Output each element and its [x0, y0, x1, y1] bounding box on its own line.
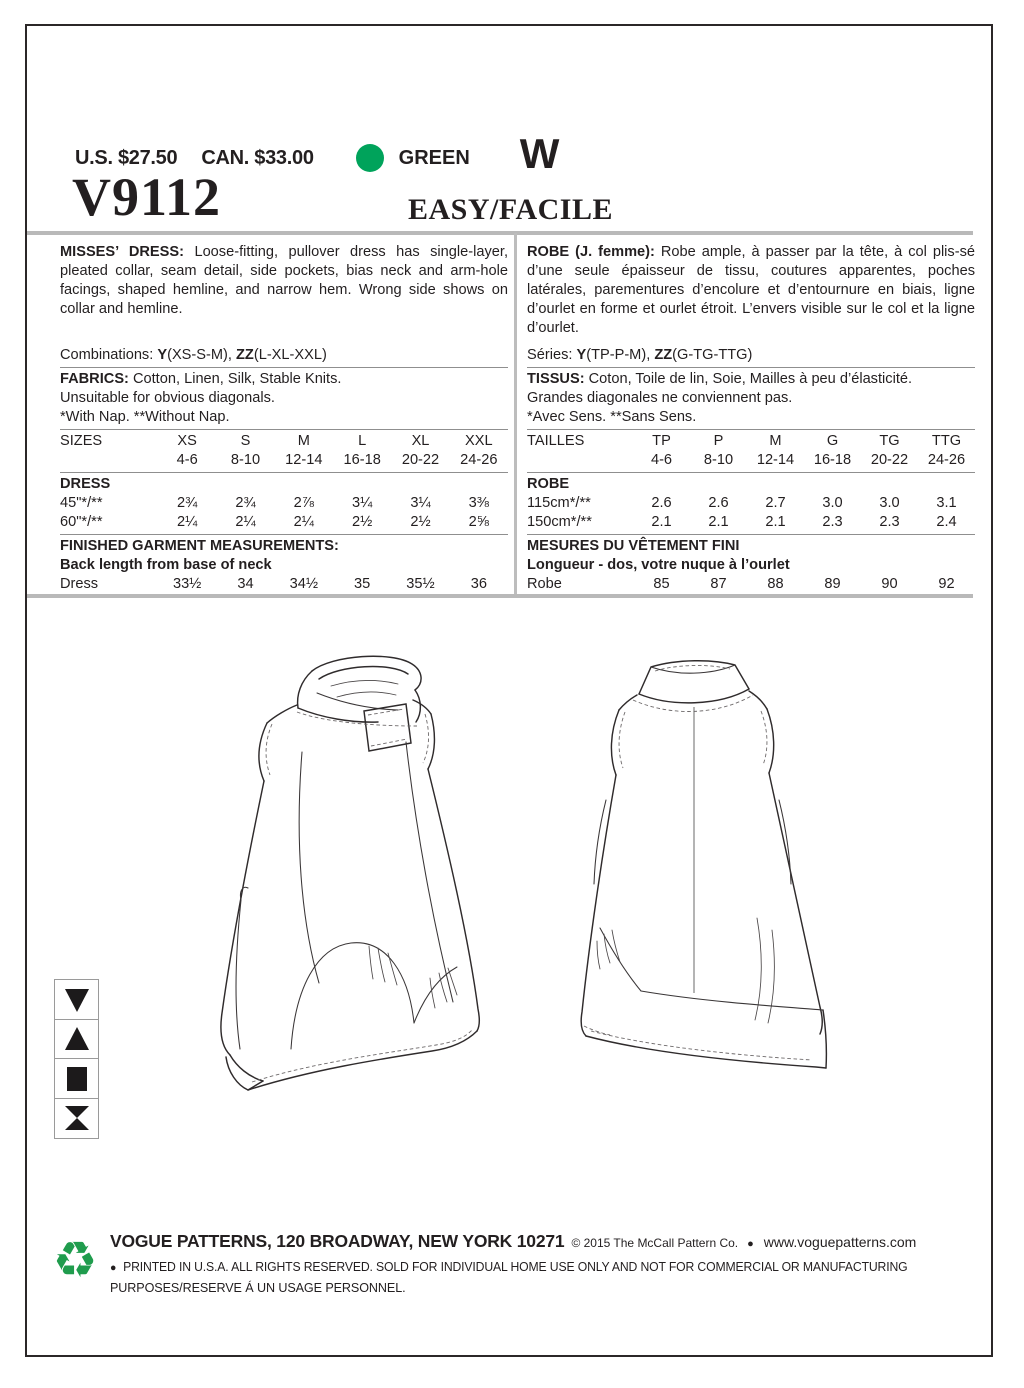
metrage-row-115 [527, 494, 975, 513]
english-description-title: MISSES’ DRESS: [60, 244, 184, 260]
english-finished-sub: Back length from base of neck [60, 557, 272, 573]
table-cell: 2¼ [177, 514, 198, 530]
copyright-text: © 2015 The McCall Pattern Co. [571, 1236, 739, 1250]
table-cell: XS [177, 433, 197, 449]
table-cell: 3¼ [410, 495, 431, 511]
divider-line [527, 429, 975, 430]
french-finished-title: MESURES DU VÊTEMENT FINI [527, 538, 740, 554]
english-garment-section: DRESS [60, 476, 111, 492]
triangle-up-icon [63, 1025, 91, 1053]
divider-line [60, 472, 508, 473]
combo-y: Y [157, 347, 168, 363]
metrage-row-150 [527, 513, 975, 532]
header-divider-rule [27, 231, 973, 235]
hourglass-icon [63, 1104, 91, 1132]
table-cell: 12-14 [285, 452, 323, 468]
english-fabrics-note1: Unsuitable for obvious diagonals. [60, 390, 275, 406]
price-us: U.S. $27.50 [75, 146, 178, 169]
english-fabrics-note2: *With Nap. **Without Nap. [60, 409, 230, 425]
table-cell: 16-18 [813, 452, 852, 468]
english-description [60, 243, 508, 346]
french-combinations [527, 346, 975, 365]
combo-y-sizes: (XS-S-M), [167, 347, 236, 363]
footer-text [110, 1231, 932, 1295]
tailles-header-row [527, 432, 975, 451]
combo-y-sizes: (TP-P-M), [586, 347, 655, 363]
table-cell: 2¾ [177, 495, 198, 511]
combo-zz-sizes: (L-XL-XXL) [253, 347, 327, 363]
french-column [527, 243, 975, 594]
table-cell: 2.6 [651, 495, 672, 511]
table-cell: 20-22 [870, 452, 909, 468]
table-cell: 4-6 [650, 452, 673, 468]
finished-measure-label: Dress [60, 576, 99, 592]
yardage-row-45 [60, 494, 508, 513]
sizes-number-row [60, 451, 508, 470]
combo-zz: ZZ [236, 347, 254, 363]
divider-line [60, 367, 508, 368]
table-cell: S [240, 433, 251, 449]
english-combinations [60, 346, 508, 365]
table-cell: 2.1 [651, 514, 672, 530]
divider-line [527, 367, 975, 368]
table-cell: 2.3 [879, 514, 900, 530]
series-label: Séries: [527, 347, 577, 363]
tailles-header-label: TAILLES [527, 433, 585, 449]
figure-type-letter: W [519, 130, 560, 177]
table-cell: 35 [354, 576, 371, 592]
table-cell: 16-18 [343, 452, 381, 468]
price-can: CAN. $33.00 [201, 146, 314, 169]
table-cell: 2.1 [765, 514, 786, 530]
table-cell: 2.1 [708, 514, 729, 530]
table-cell: TTG [931, 433, 962, 449]
combo-y: Y [576, 347, 587, 363]
french-fabrics [527, 370, 975, 389]
table-cell: 2½ [352, 514, 373, 530]
triangle-down-icon [63, 986, 91, 1014]
cut-symbol-triangle-up [54, 1019, 99, 1060]
table-cell: 87 [710, 576, 727, 592]
tissus-label: TISSUS: [527, 371, 585, 387]
metrage-width-label: 150cm*/** [527, 514, 592, 530]
table-cell: 85 [653, 576, 670, 592]
footer-line-3: PURPOSES/RESERVE Á UN USAGE PERSONNEL. [110, 1281, 406, 1295]
column-divider [514, 233, 517, 595]
table-bottom-rule [27, 594, 973, 598]
yardage-row-60 [60, 513, 508, 532]
french-description-title: ROBE (J. femme): [527, 244, 655, 260]
empty-cell [60, 451, 158, 470]
table-cell: 36 [470, 576, 487, 592]
empty-cell [527, 451, 633, 470]
tailles-number-row [527, 451, 975, 470]
table-cell: 8-10 [230, 452, 261, 468]
recycle-icon: ♻ [52, 1232, 98, 1288]
english-fabrics [60, 370, 508, 389]
table-cell: 2¼ [293, 514, 314, 530]
finished-measure-row [60, 575, 508, 594]
table-cell: 2.7 [765, 495, 786, 511]
table-cell: 2½ [410, 514, 431, 530]
table-cell: 4-6 [176, 452, 198, 468]
table-cell: 3¼ [352, 495, 373, 511]
combinations-label: Combinations: [60, 347, 158, 363]
table-cell: XXL [465, 433, 493, 449]
table-cell: 12-14 [756, 452, 795, 468]
footer-line-2 [110, 1260, 908, 1274]
metrage-width-label: 115cm*/** [527, 495, 591, 511]
english-column [60, 243, 508, 594]
website-url: www.voguepatterns.com [763, 1234, 917, 1250]
french-description-text: Robe ample, à passer par la tête, à col plis-sé d’une seule épaisseur de tissu, coutures apparentes, poches latérales, parementures d’encolure et d’entournure en biais, ligne d’ourlet en forme et ourlet étroit. L’envers visible sur le col et la ligne d’ourlet. [527, 244, 975, 336]
table-cell: 2.3 [822, 514, 843, 530]
table-cell: 34 [237, 576, 254, 592]
pattern-number: V9112 [72, 167, 222, 227]
cut-symbol-hourglass [54, 1098, 99, 1139]
table-cell: 3.0 [822, 495, 843, 511]
cutting-symbols-column [54, 981, 99, 1139]
finished-measure-label: Robe [527, 576, 562, 592]
combo-zz-sizes: (G-TG-TTG) [672, 347, 753, 363]
fabrics-label: FABRICS: [60, 371, 129, 387]
table-cell: M [769, 433, 782, 449]
french-description [527, 243, 975, 346]
table-cell: XL [411, 433, 430, 449]
french-finished-sub: Longueur - dos, votre nuque à l’ourlet [527, 557, 790, 573]
combo-zz: ZZ [654, 347, 673, 363]
sizes-header-row [60, 432, 508, 451]
bullet-icon: ● [747, 1238, 754, 1250]
footer-line-1 [110, 1231, 932, 1252]
divider-line [60, 429, 508, 430]
square-icon [63, 1065, 91, 1093]
divider-line [60, 534, 508, 535]
rights-text: PRINTED IN U.S.A. ALL RIGHTS RESERVED. SOLD FOR INDIVIDUAL HOME USE ONLY AND NOT FOR COMMERCIAL OR MANUFACTURING [123, 1260, 908, 1274]
table-cell: 33½ [172, 576, 202, 592]
table-cell: G [826, 433, 839, 449]
french-fabrics-note1: Grandes diagonales ne conviennent pas. [527, 390, 793, 406]
table-cell: 92 [938, 576, 955, 592]
table-cell: 90 [881, 576, 898, 592]
table-cell: 3.0 [879, 495, 900, 511]
table-cell: 3.1 [936, 495, 957, 511]
difficulty-label: EASY/FACILE [408, 193, 613, 226]
tissus-list: Coton, Toile de lin, Soie, Mailles à peu d’élasticité. [584, 371, 913, 387]
table-cell: 34½ [289, 576, 319, 592]
table-cell: 20-22 [401, 452, 440, 468]
french-fabrics-note2: *Avec Sens. **Sans Sens. [527, 409, 697, 425]
sizes-header-label: SIZES [60, 433, 103, 449]
english-description-text: Loose-fitting, pullover dress has single-layer, pleated collar, seam detail, side pockets, bias neck and arm-hole facings, shaped hemline, and narrow hem. Wrong side shows on collar and hemline. [60, 244, 509, 317]
english-finished-title: FINISHED GARMENT MEASUREMENTS: [60, 538, 339, 554]
table-cell: 2.4 [936, 514, 957, 530]
table-cell: 89 [824, 576, 841, 592]
publisher-address: VOGUE PATTERNS, 120 BROADWAY, NEW YORK 10271 [110, 1231, 565, 1251]
table-cell: TG [879, 433, 900, 449]
french-garment-section: ROBE [527, 476, 570, 492]
table-cell: 35½ [406, 576, 435, 592]
table-cell: 8-10 [703, 452, 734, 468]
yardage-width-label: 60"*/** [60, 514, 103, 530]
table-cell: 2⅝ [468, 514, 489, 530]
table-cell: 88 [767, 576, 784, 592]
divider-line [527, 534, 975, 535]
table-cell: 2.6 [708, 495, 729, 511]
green-color-dot-icon [356, 144, 384, 172]
table-cell: 2⅞ [293, 495, 314, 511]
footer [44, 1231, 932, 1295]
divider-line [527, 472, 975, 473]
table-cell: P [713, 433, 724, 449]
yardage-width-label: 45"*/** [60, 495, 103, 511]
color-name-label: GREEN [398, 146, 470, 169]
table-cell: 24-26 [460, 452, 498, 468]
table-cell: 24-26 [927, 452, 966, 468]
table-cell: L [358, 433, 367, 449]
table-cell: 3⅜ [468, 495, 489, 511]
table-cell: 2¼ [235, 514, 256, 530]
table-cell: M [297, 433, 310, 449]
fabrics-list: Cotton, Linen, Silk, Stable Knits. [128, 371, 342, 387]
table-cell: TP [652, 433, 671, 449]
cut-symbol-square [54, 1058, 99, 1099]
finished-measure-row [527, 575, 975, 594]
bullet-icon: ● [110, 1262, 117, 1274]
table-cell: 2¾ [235, 495, 256, 511]
cut-symbol-triangle-down [54, 979, 99, 1020]
